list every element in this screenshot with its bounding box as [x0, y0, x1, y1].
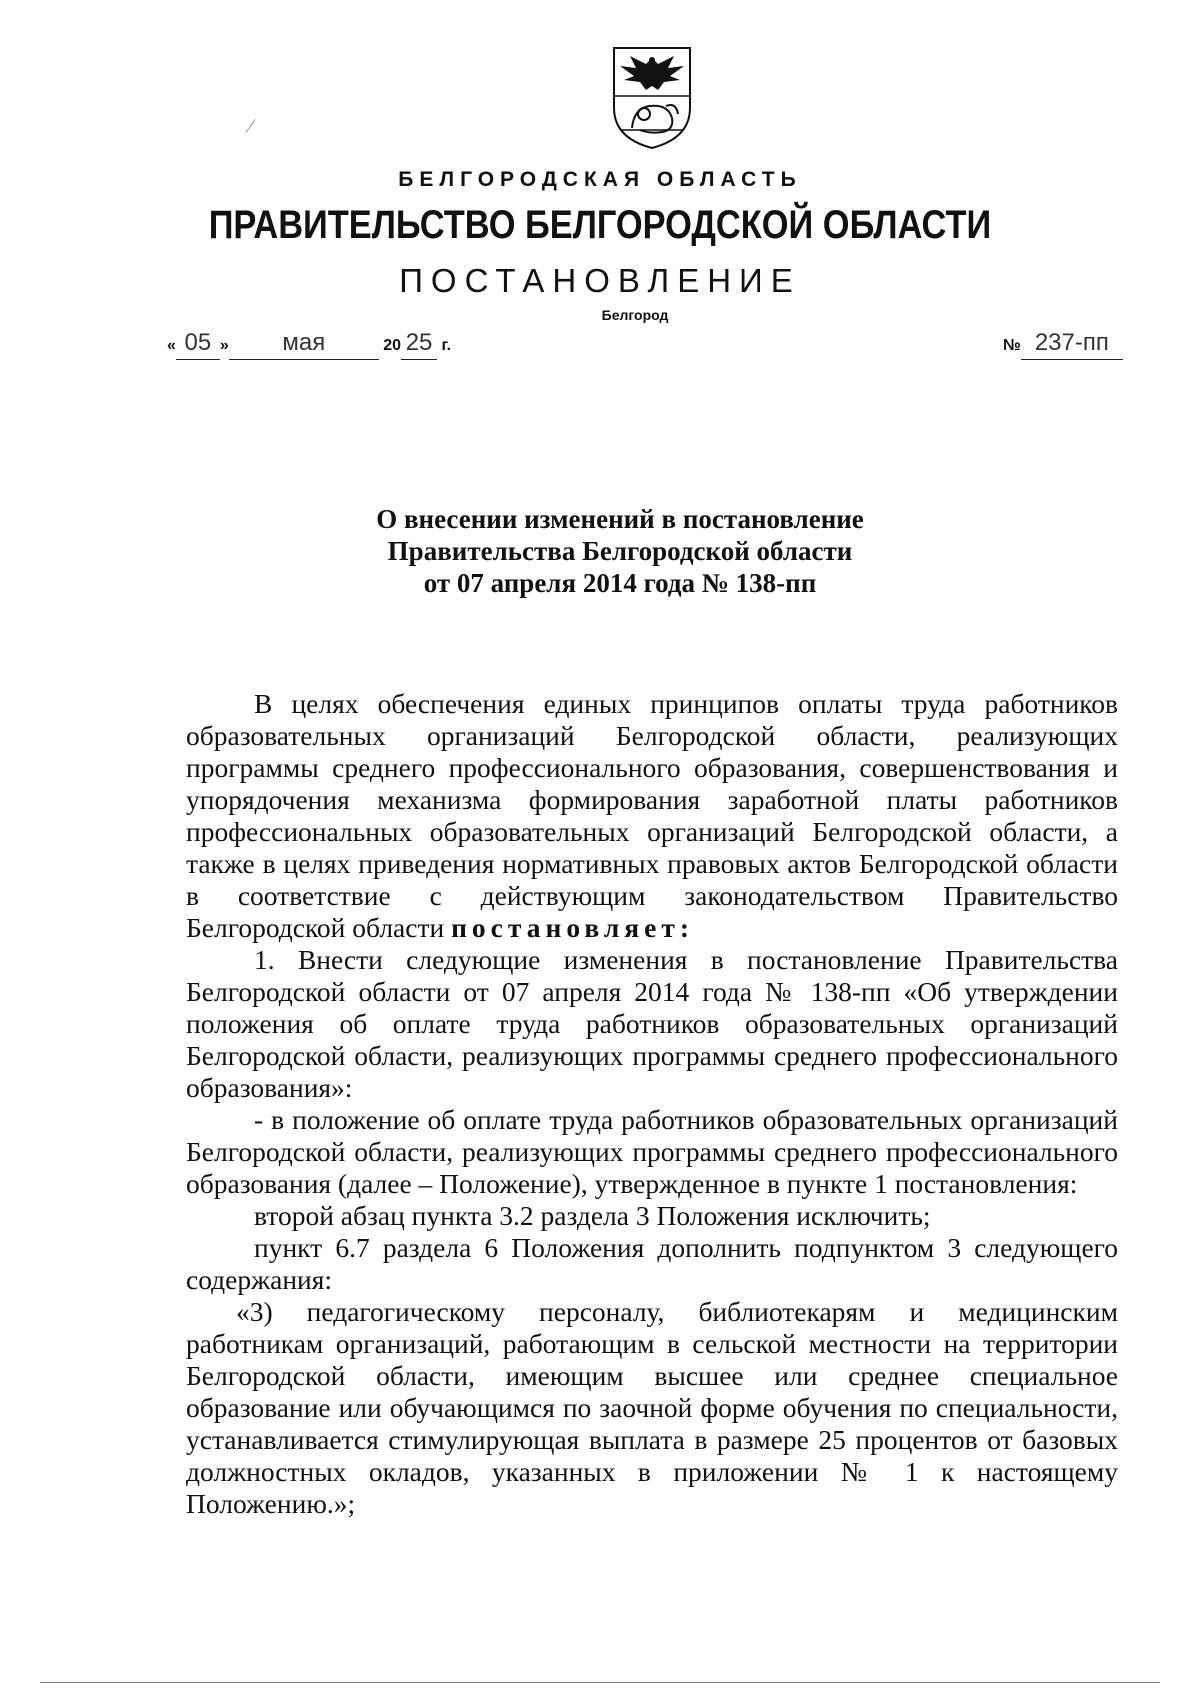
document-title — [300, 503, 940, 599]
document-number: 237-пп — [1034, 329, 1109, 356]
title-line-2: Правительства Белгородской области — [387, 536, 853, 566]
decree-verb: постановляет: — [451, 912, 695, 943]
page-bottom-rule — [40, 1682, 1160, 1683]
coat-of-arms-emblem — [610, 46, 694, 150]
date-month: мая — [282, 329, 326, 356]
title-line-3: от 07 апреля 2014 года № 138-пп — [423, 568, 817, 598]
preamble-text: В целях обеспечения единых принципов оплаты труда работников образовательных организаций Белгородской области, реализующих программы среднего профессионального образования, совершенствования и упорядочения механизма формирования заработной платы работников профессиональных образовательных организаций Белгородской области, а также в целях приведения нормативных правовых актов Белгородской области в соответствие с действующим законодательством Правительство Белгородской области — [186, 688, 1118, 943]
subclause-3-paragraph: «3) педагогическому персоналу, библиотекарям и медицинским работникам организаций, работающим в сельской местности на территории Белгородской области, имеющим высшее или среднее специальное образование или обучающимся по заочной форме обучения по специальности, устанавливается стимулирующая выплата в размере 25 процентов от базовых должностных окладов, указанных в приложении № 1 к настоящему Положению.»; — [186, 1296, 1118, 1519]
title-line-1: О внесении изменений в постановление — [376, 504, 864, 534]
date-day: 05 — [184, 329, 212, 356]
exclusion-paragraph: второй абзац пункта 3.2 раздела 3 Положения исключить; — [254, 1200, 931, 1231]
regulation-paragraph: - в положение об оплате труда работников образовательных организаций Белгородской области, реализующих программы среднего профессионального образования (далее – Положение), утвержденное в пункте 1 постановления: — [186, 1104, 1118, 1199]
scan-mark — [246, 119, 256, 133]
preamble-paragraph — [186, 688, 1118, 944]
document-body — [186, 688, 1118, 1520]
government-name: ПРАВИТЕЛЬСТВО БЕЛГОРОДСКОЙ ОБЛАСТИ — [208, 203, 992, 247]
city-name: Белгород — [601, 307, 669, 323]
region-name: БЕЛГОРОДСКАЯ ОБЛАСТЬ — [398, 168, 802, 191]
date-field — [167, 330, 451, 360]
addition-paragraph: пункт 6.7 раздела 6 Положения дополнить подпунктом 3 следующего содержания: — [186, 1232, 1118, 1295]
document-type: ПОСТАНОВЛЕНИЕ — [399, 262, 801, 299]
clause-1-paragraph: 1. Внести следующие изменения в постановление Правительства Белгородской области от 07 апреля 2014 года № 138-пп «Об утверждении положения об оплате труда работников образовательных организаций Белгородской области, реализующих программы среднего профессионального образования»: — [186, 944, 1118, 1103]
date-year-unit: г. — [441, 337, 452, 354]
number-label: № — [1003, 337, 1021, 354]
date-open-quote: « — [167, 337, 176, 354]
document-number-field — [1003, 330, 1123, 360]
date-close-quote: » — [219, 337, 229, 354]
date-year-prefix: 20 — [383, 337, 402, 354]
date-year: 25 — [405, 329, 433, 356]
